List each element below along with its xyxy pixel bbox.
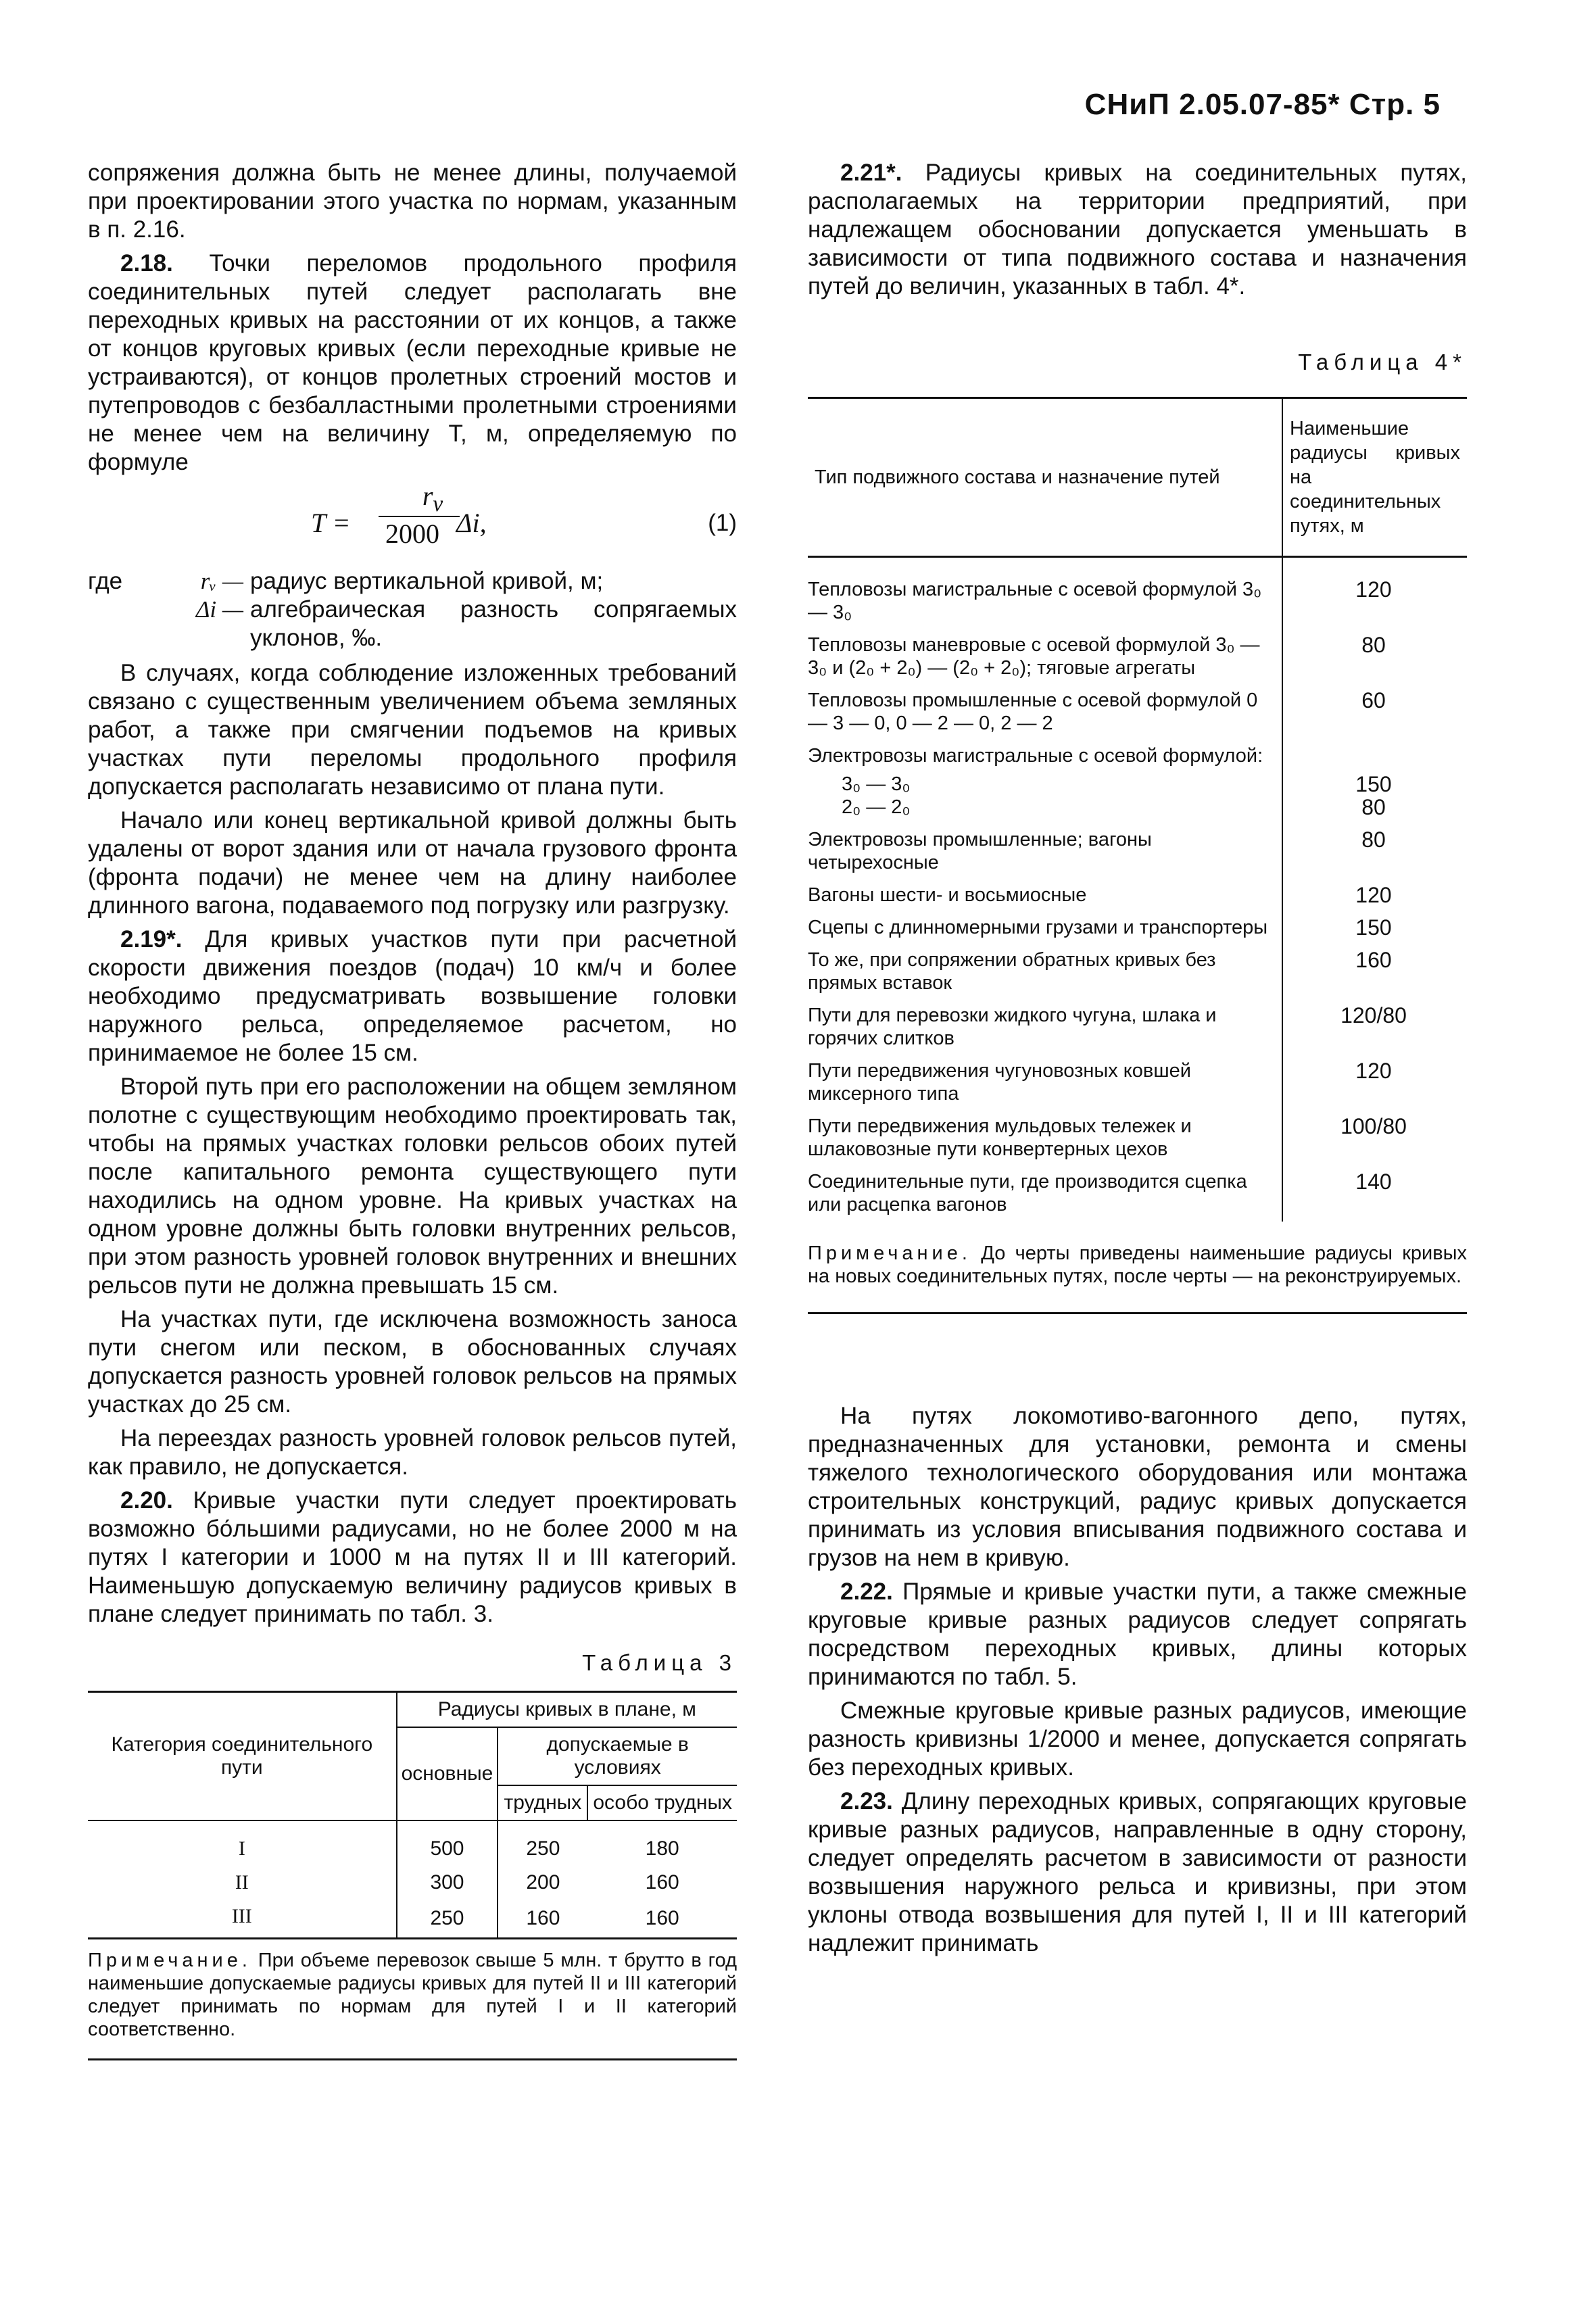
- paragraph-2-23: [808, 1787, 1467, 1958]
- paragraph-text: Кривые участки пути следует проектировать возможно бо́льшими радиусами, но не более 2000 м на путях I категории и 1000 м на путях II и III категорий. Наименьшую допускаемую величину радиусов кривых в плане следует принимать по табл. 3.: [88, 1487, 737, 1627]
- paragraph-2-19: [88, 925, 737, 1067]
- note-label: Примечание.: [808, 1243, 971, 1264]
- table-row: I 500 250 180: [88, 1820, 737, 1866]
- paragraph: Смежные круговые кривые разных радиусов, имеющие разность кривизны 1/2000 и менее, допускается сопрягать без переходных кривых.: [808, 1697, 1467, 1781]
- legend-symbol: rᵥ —: [200, 568, 243, 594]
- table4-caption: Таблица 4*: [1298, 349, 1467, 375]
- formula-numerator: $r_v$: [422, 481, 443, 516]
- page-header: СНиП 2.05.07-85* Стр. 5: [1084, 88, 1441, 121]
- paragraph: Начало или конец вертикальной кривой должны быть удалены от ворот здания или от начала грузового фронта (фронта подачи) не менее чем на длину наиболее длинного вагона, подаваемого под погрузку или разгрузку.: [88, 807, 737, 919]
- table-header: Тип подвижного состава и назначение путей: [815, 466, 1220, 488]
- table-row: Пути для перевозки жидкого чугуна, шлака и горячих слитков 120/80: [808, 1000, 1467, 1055]
- table-header: особо трудных: [587, 1785, 737, 1820]
- paragraph: сопряжения должна быть не менее длины, получаемой при проектировании этого участка по нормам, указанным в п. 2.16.: [88, 160, 737, 243]
- table-row: III 250 160 160: [88, 1900, 737, 1939]
- clause-number: 2.20.: [120, 1487, 173, 1514]
- table-row: Тепловозы промышленные с осевой формулой 0 — 3 — 0, 0 — 2 — 0, 2 — 2 60: [808, 685, 1467, 740]
- table-row: Сцепы с длинномерными грузами и транспортеры 150: [808, 912, 1467, 944]
- table-row: Соединительные пути, где производится сцепка или расцепка вагонов 140: [808, 1166, 1467, 1222]
- paragraph-text: Для кривых участков пути при расчетной скорости движения поездов (подач) 10 км/ч и более необходимо предусматривать возвышение головки наружного рельса, определяемое расчетом, но принимаемое не более 15 см.: [88, 926, 737, 1066]
- table-row: Тепловозы магистральные с осевой формулой 3₀ — 3₀ 120: [808, 557, 1467, 630]
- left-column: [88, 159, 737, 2060]
- table-header: Радиусы кривых в плане, м: [397, 1692, 737, 1728]
- paragraph-text: Точки переломов продольного профиля соединительных путей следует располагать вне переходных кривых на расстоянии от их концов, а также от концов круговых кривых (если переходные кривые не устраиваются), от концов пролетных строений мостов и путепроводов с безбалластными пролетными строениями не менее чем на величину T, м, определяемую по формуле: [88, 250, 737, 475]
- where-label: где: [88, 568, 123, 594]
- divider: [88, 2058, 737, 2060]
- formula-fraction: [345, 482, 521, 548]
- table4-note: [808, 1242, 1467, 1288]
- formula-delta-i: Δi,: [456, 508, 487, 538]
- clause-number: 2.19*.: [120, 926, 183, 952]
- paragraph: На путях локомотиво-вагонного депо, путях, предназначенных для установки, ремонта и смены тяжелого технологического оборудования или монтажа строительных конструкций, радиус кривых допускается принимать из условия вписывания подвижного состава и грузов на нем в кривую.: [808, 1403, 1467, 1571]
- paragraph-text: Длину переходных кривых, сопрягающих круговые кривые разных радиусов, направленные в одну сторону, следует определять расчетом в зависимости от разности возвышения наружного рельса и кривизны, при этом уклоны отвода возвышения для путей I, II и III категорий надлежит принимать: [808, 1788, 1468, 1956]
- table-row: Электровозы магистральные с осевой формулой:: [808, 740, 1467, 773]
- fraction-bar: [379, 516, 460, 517]
- legend-text: радиус вертикальной кривой, м;: [250, 568, 604, 594]
- note-text: При объеме перевозок свыше 5 млн. т брутто в год наименьшие допускаемые радиусы кривых для путей II и III категорий следует принимать по нормам для путей I и II категорий соответственно.: [88, 1950, 737, 2040]
- table-row: Вагоны шести- и восьмиосные 120: [808, 879, 1467, 912]
- clause-number: 2.22.: [840, 1578, 893, 1605]
- paragraph-2-18: [88, 249, 737, 477]
- note-text: До черты приведены наименьшие радиусы кривых на новых соединительных путях, после черты — на реконструируемых.: [808, 1243, 1467, 1287]
- table-row: Пути передвижения мульдовых тележек и шлаковозные пути конвертерных цехов 100/80: [808, 1111, 1467, 1166]
- formula-legend: [88, 567, 737, 652]
- formula-denominator: 2000: [385, 518, 439, 549]
- paragraph: На переездах разность уровней головок рельсов путей, как правило, не допускается.: [88, 1425, 737, 1480]
- divider: [808, 1312, 1467, 1314]
- paragraph-text: Прямые и кривые участки пути, а также смежные круговые кривые разных радиусов следует сопрягать посредством переходных кривых, длины которых принимаются по табл. 5.: [808, 1578, 1467, 1690]
- paragraph-2-20: [88, 1487, 737, 1629]
- table-header: трудных: [498, 1785, 587, 1820]
- table-row: II 300 200 160: [88, 1866, 737, 1900]
- paragraph: На участках пути, где исключена возможность заноса пути снегом или песком, в обоснованных случаях допускается разность уровней головок рельсов на прямых участках до 25 см.: [88, 1306, 737, 1418]
- table3-caption: Таблица 3: [582, 1650, 737, 1675]
- legend-symbol: Δi —: [195, 596, 243, 623]
- clause-number: 2.21*.: [840, 160, 902, 186]
- paragraph-text: Радиусы кривых на соединительных путях, располагаемых на территории предприятий, при надлежащем обосновании допускается уменьшать в зависимости от типа подвижного состава и назначения путей до величин, указанных в табл. 4*.: [808, 160, 1467, 299]
- formula-1: [88, 482, 737, 563]
- table-row: Тепловозы маневровые с осевой формулой 3₀ — 3₀ и (2₀ + 2₀) — (2₀ + 2₀); тяговые агрегаты 80: [808, 629, 1467, 685]
- right-column: [808, 159, 1467, 1963]
- paragraph-2-21: [808, 159, 1467, 301]
- formula-lhs: T =: [311, 508, 351, 538]
- table-row: То же, при сопряжении обратных кривых без прямых вставок 160: [808, 944, 1467, 1000]
- table3-note: [88, 1949, 737, 2041]
- table-header: допускаемые в условиях: [498, 1727, 737, 1785]
- table-header: Наименьшие радиусы кривых на соединительных путях, м: [1282, 398, 1467, 557]
- legend-text: алгебраическая разность сопрягаемых уклонов, ‰.: [250, 596, 737, 651]
- paragraph: Второй путь при его расположении на общем земляном полотне с существующим необходимо проектировать так, чтобы на прямых участках головки рельсов обоих путей после капитального ремонта существующего пути находились на одном уровне. На кривых участках на одном уровне должны быть головки внутренних рельсов, при этом разность уровней головок внутренних и внешних рельсов пути не должна превышать 15 см.: [88, 1073, 737, 1299]
- clause-number: 2.23.: [840, 1788, 893, 1814]
- table-3: [88, 1691, 737, 1939]
- table-row: 2₀ — 2₀ 80: [808, 796, 1467, 824]
- table-4: [808, 397, 1467, 1222]
- table4-body: [808, 557, 1467, 1222]
- table-row: Пути передвижения чугуновозных ковшей миксерного типа 120: [808, 1055, 1467, 1111]
- table-row: 3₀ — 3₀ 150: [808, 773, 1467, 796]
- formula-number: (1): [708, 510, 737, 536]
- table-row: Электровозы промышленные; вагоны четырехосные 80: [808, 824, 1467, 879]
- paragraph: В случаях, когда соблюдение изложенных требований связано с существенным увеличением объема земляных работ, а также при смягчении подъемов на кривых участках пути переломы продольного профиля допускается располагать независимо от плана пути.: [88, 660, 737, 800]
- table-header: основные: [397, 1727, 498, 1820]
- note-label: Примечание.: [88, 1950, 251, 1971]
- paragraph-2-22: [808, 1578, 1467, 1691]
- clause-number: 2.18.: [120, 250, 173, 276]
- table-header: Категория соединительного пути: [88, 1692, 397, 1821]
